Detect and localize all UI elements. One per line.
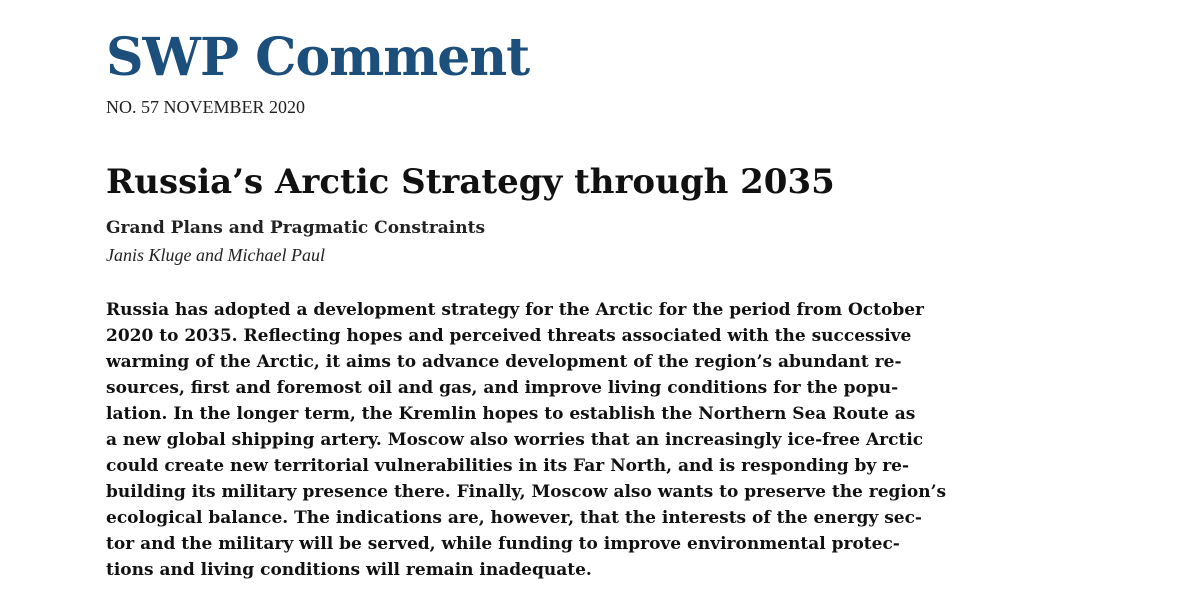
- article-subtitle: Grand Plans and Pragmatic Constraints: [106, 218, 486, 238]
- series-title: SWP Comment: [106, 27, 530, 88]
- abstract-line: tor and the military will be served, while funding to improve environmental protec-: [106, 534, 900, 554]
- abstract-line: a new global shipping artery. Moscow also worries that an increasingly ice-free Arctic: [106, 430, 924, 450]
- article-authors: Janis Kluge and Michael Paul: [106, 245, 325, 265]
- abstract-line: Russia has adopted a development strategy for the Arctic for the period from October: [106, 300, 924, 320]
- article-title: Russia’s Arctic Strategy through 2035: [106, 162, 835, 202]
- article-abstract: [106, 297, 947, 583]
- abstract-line: 2020 to 2035. Reflecting hopes and perceived threats associated with the successive: [106, 326, 912, 346]
- abstract-line: tions and living conditions will remain inadequate.: [106, 560, 592, 580]
- abstract-line: building its military presence there. Finally, Moscow also wants to preserve the region’s: [106, 482, 947, 502]
- abstract-line: ecological balance. The indications are, however, that the interests of the energy sec-: [106, 508, 922, 528]
- abstract-line: lation. In the longer term, the Kremlin hopes to establish the Northern Sea Route as: [106, 404, 916, 424]
- issue-line: NO. 57 NOVEMBER 2020: [106, 97, 306, 117]
- abstract-line: could create new territorial vulnerabilities in its Far North, and is responding by re-: [106, 456, 910, 476]
- abstract-line: sources, first and foremost oil and gas, and improve living conditions for the popu-: [106, 378, 899, 398]
- abstract-line: warming of the Arctic, it aims to advance development of the region’s abundant re-: [106, 352, 902, 372]
